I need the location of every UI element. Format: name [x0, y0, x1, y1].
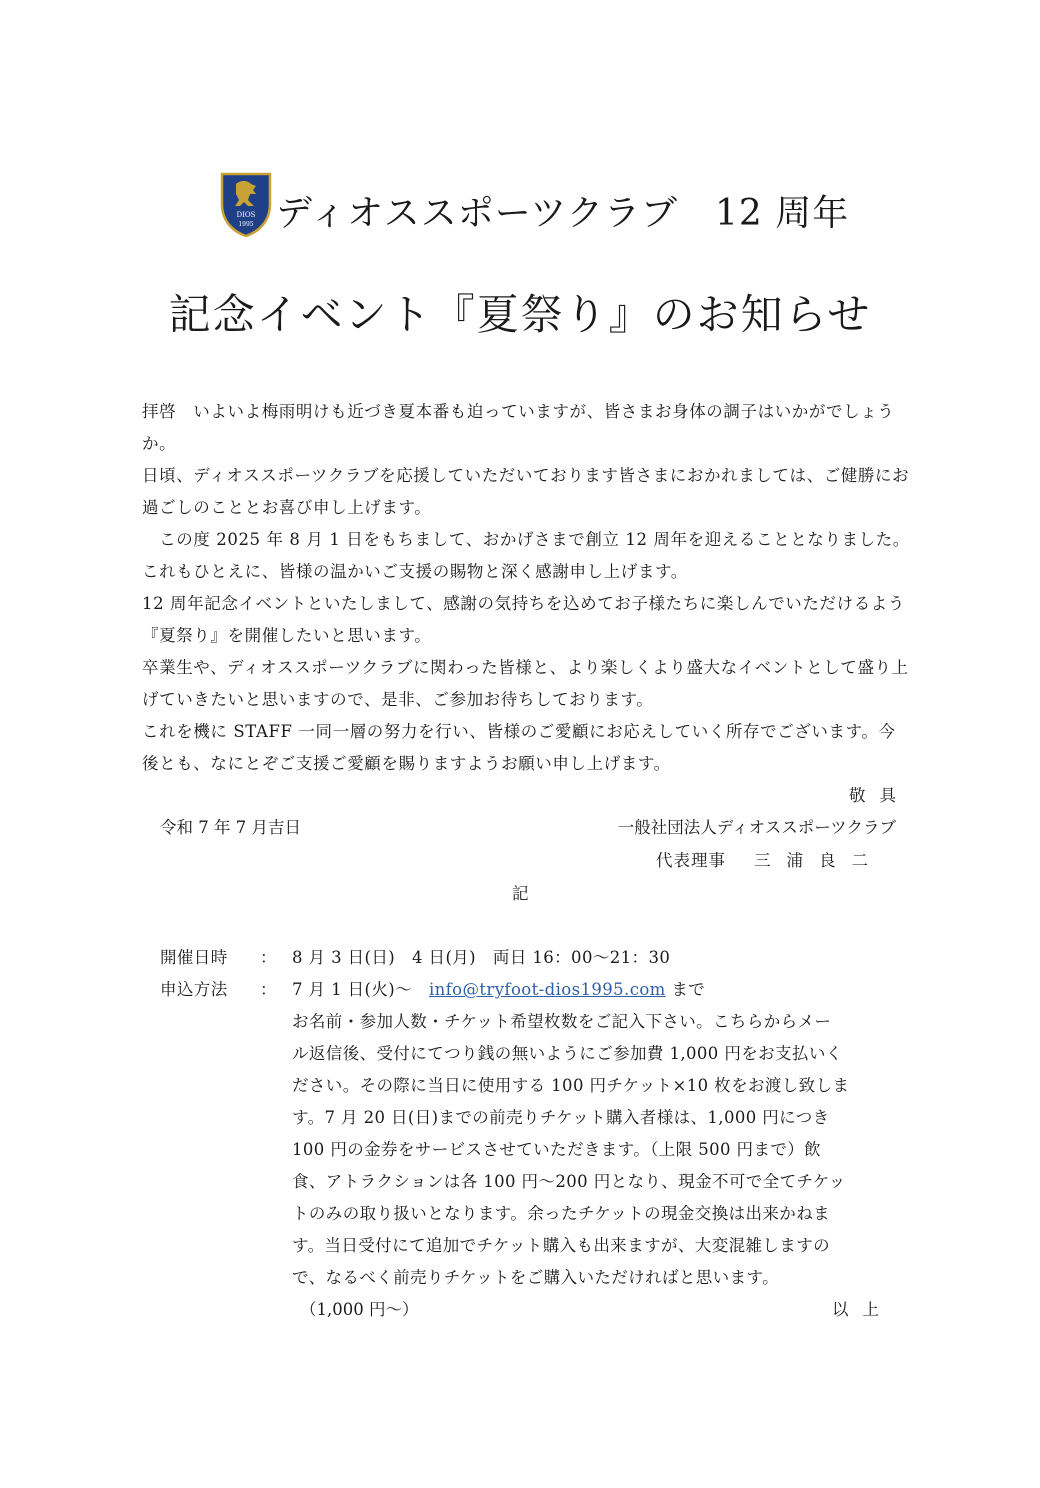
- closing-keigu: 敬具: [849, 786, 910, 805]
- apply-row: [160, 974, 920, 1006]
- apply-line: ル返信後、受付にてつり銭の無いようにご参加費 1,000 円をお支払いく: [292, 1044, 843, 1063]
- paragraph-greeting: 拝啓 いよいよ梅雨明けも近づき夏本番も迫っていますが、皆さまお身体の調子はいかがでしょうか。: [142, 402, 895, 453]
- apply-line: ださい。その際に当日に使用する 100 円チケット×10 枚をお渡し致しま: [292, 1076, 850, 1095]
- price-note: （1,000 円～）: [300, 1300, 419, 1319]
- event-details: [160, 942, 920, 1294]
- paragraph-anniversary: この度 2025 年 8 月 1 日をもちまして、おかげさまで創立 12 周年を迎えることとなりました。これもひとえに、皆様の温かいご支援の賜物と深く感謝申し上げます。: [142, 530, 910, 581]
- apply-label: 申込方法: [160, 980, 228, 999]
- apply-line: お名前・参加人数・チケット希望枚数をご記入下さい。こちらからメー: [292, 1012, 832, 1031]
- representative: [656, 847, 884, 871]
- page-title-line-1: ディオススポーツクラブ 12 周年: [276, 192, 850, 234]
- rep-name: 三浦良二: [754, 851, 884, 870]
- rep-title: 代表理事: [656, 851, 726, 870]
- letter-date: 令和 7 年 7 月吉日: [160, 818, 301, 837]
- apply-line: す。7 月 20 日(日)までの前売りチケット購入者様は、1,000 円につき: [292, 1108, 830, 1127]
- paragraph-invitation: 卒業生や、ディオススポーツクラブに関わった皆様と、より楽しくより盛大なイベントとして盛り上げていきたいと思いますので、是非、ご参加お待ちしております。: [142, 658, 909, 709]
- date-label: 開催日時: [160, 948, 228, 967]
- paragraph-staff: これを機に STAFF 一同一層の努力を行い、皆様のご愛顧にお応えしていく所存でございます。今後とも、なにとぞご支援ご愛顧を賜りますようお願い申し上げます。: [142, 722, 896, 773]
- apply-line: 食、アトラクションは各 100 円～200 円となり、現金不可で全てチケッ: [292, 1172, 846, 1191]
- apply-start: 7 月 1 日(火)～: [292, 980, 413, 999]
- date-value: 8 月 3 日(日) 4 日(月) 両日 16：00～21：30: [292, 948, 671, 967]
- ki-heading: 記: [512, 884, 529, 903]
- page-title-line-2: 記念イベント『夏祭り』のお知らせ: [168, 290, 872, 339]
- apply-line: で、なるべく前売りチケットをご購入いただければと思います。: [292, 1268, 779, 1287]
- apply-suffix: まで: [671, 980, 706, 999]
- organization-name: 一般社団法人ディオススポーツクラブ: [617, 818, 896, 837]
- paragraph-thanks: 日頃、ディオススポーツクラブを応援していただいております皆さまにおかれましては、ご健勝にお過ごしのこととお喜び申し上げます。: [142, 466, 910, 517]
- title-line-1: [218, 170, 849, 250]
- letter-body: [142, 396, 910, 812]
- apply-line: 100 円の金券をサービスさせていただきます。（上限 500 円まで）飲: [292, 1140, 822, 1159]
- colon: ：: [260, 980, 277, 999]
- email-link[interactable]: info@tryfoot-dios1995.com: [428, 980, 666, 999]
- apply-line: トのみの取り扱いとなります。余ったチケットの現金交換は出来かねま: [292, 1204, 830, 1223]
- svg-text:DIOS: DIOS: [236, 211, 256, 219]
- date-row: [160, 942, 920, 974]
- svg-text:1995: 1995: [238, 221, 254, 228]
- colon: ：: [260, 948, 277, 967]
- apply-line: す。当日受付にて追加でチケット購入も出来ますが、大変混雑しますの: [292, 1236, 830, 1255]
- lion-shield-crest-icon: [218, 170, 274, 238]
- end-mark: 以上: [832, 1300, 893, 1319]
- signature-row: [160, 814, 896, 838]
- paragraph-event: 12 周年記念イベントといたしまして、感謝の気持ちを込めてお子様たちに楽しんでいただけるよう『夏祭り』を開催したいと思います。: [142, 594, 906, 645]
